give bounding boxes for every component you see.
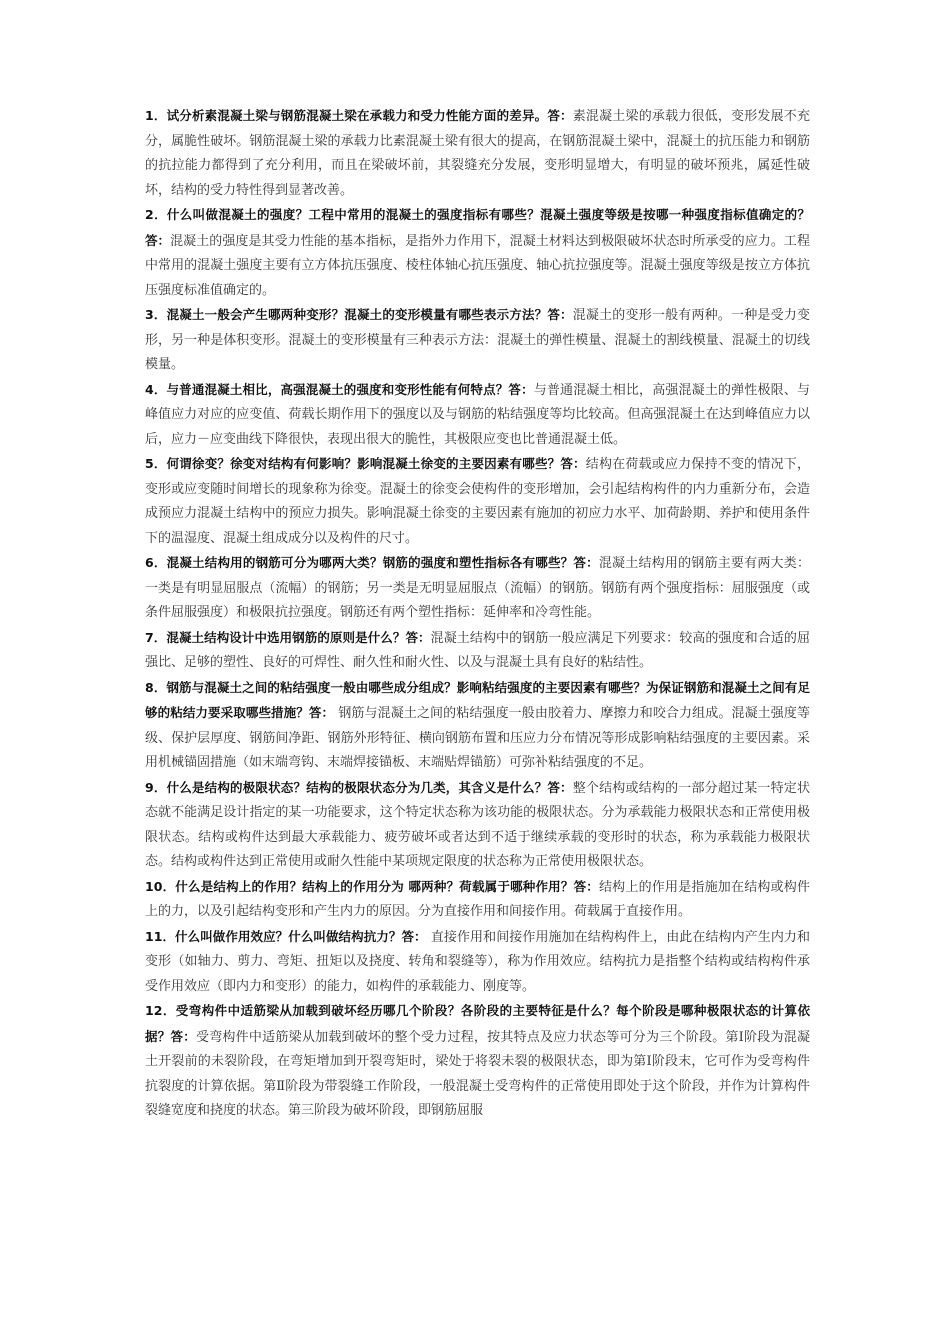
question-text: 9．什么是结构的极限状态？结构的极限状态分为几类，其含义是什么？答： bbox=[145, 779, 573, 795]
answer-text: 直接作用和间接作用施加在结构构件上，由此在结构内产生内力和变形（如轴力、剪力、弯矩、扭矩以及挠度、转角和裂缝等），称为作用效应。结构抗力是指整个结构或结构构件承受作用效应（即内力和变形）的能力，如构件的承载能力、刚度等。 bbox=[145, 929, 810, 994]
question-text: 1．试分析素混凝土梁与钢筋混凝土梁在承载力和受力性能方面的差异。答： bbox=[145, 108, 573, 123]
question-text: 8．钢筋与混凝土之间的粘结强度一般由哪些成分组成？影响粘结强度的主要因素有哪些？为保证钢筋和混凝土之间有足够的粘结力要采取哪些措施？答： bbox=[145, 679, 810, 720]
answer-text: 与普通混凝土相比，高强混凝土的弹性极限、与峰值应力对应的应变值、荷载长期作用下的强度以及与钢筋的粘结强度等均比较高。但高强混凝土在达到峰值应力以后，应力－应变曲线下降很快，表现出很大的脆性，其极限应变也比普通混凝土低。 bbox=[145, 382, 810, 447]
qa-item-11 bbox=[145, 925, 810, 1000]
question-text: 11．什么叫做作用效应？什么叫做结构抗力？答： bbox=[145, 928, 427, 944]
qa-item-2 bbox=[145, 203, 810, 303]
qa-item-3 bbox=[145, 303, 810, 378]
qa-item-5 bbox=[145, 452, 810, 551]
question-text: 2．什么叫做混凝土的强度？工程中常用的混凝土的强度指标有哪些？混凝土强度等级是按哪一种强度指标值确定的？答： bbox=[145, 207, 810, 248]
qa-item-7 bbox=[145, 626, 810, 676]
question-text: 7．混凝土结构设计中选用钢筋的原则是什么？答： bbox=[145, 629, 431, 645]
answer-text: 混凝土结构中的钢筋一般应满足下列要求：较高的强度和合适的屈强比、足够的塑性、良好的可焊性、耐久性和耐火性、以及与混凝土具有良好的粘结性。 bbox=[145, 630, 810, 670]
answer-text: 混凝土的强度是其受力性能的基本指标，是指外力作用下，混凝土材料达到极限破坏状态时所承受的应力。工程中常用的混凝土强度主要有立方体抗压强度、棱柱体轴心抗压强度、轴心抗拉强度等。混凝土强度等级是按立方体抗压强度标准值确定的。 bbox=[145, 233, 810, 298]
answer-text: 结构在荷载或应力保持不变的情况下，变形或应变随时间增长的现象称为徐变。混凝土的徐变会使构件的变形增加，会引起结构构件的内力重新分布，会造成预应力混凝土结构中的预应力损失。影响混凝土徐变的主要因素有施加的初应力水平、加荷龄期、养护和使用条件下的温湿度、混凝土组成成分以及构件的尺寸。 bbox=[145, 457, 810, 546]
qa-item-8 bbox=[145, 676, 810, 776]
answer-text: 结构上的作用是指施加在结构或构件上的力，以及引起结构变形和产生内力的原因。分为直接作用和间接作用。荷载属于直接作用。 bbox=[145, 879, 810, 919]
answer-text: 混凝土结构用的钢筋主要有两大类：一类是有明显屈服点（流幅）的钢筋；另一类是无明显屈服点（流幅）的钢筋。钢筋有两个强度指标：屈服强度（或条件屈服强度）和极限抗拉强度。钢筋还有两个塑性指标：延伸率和冷弯性能。 bbox=[145, 556, 810, 620]
document-page bbox=[145, 104, 810, 1124]
question-text: 4．与普通混凝土相比，高强混凝土的强度和变形性能有何特点？答： bbox=[145, 381, 534, 397]
qa-item-10 bbox=[145, 875, 810, 925]
qa-item-1 bbox=[145, 104, 810, 203]
answer-text: 混凝土的变形一般有两种。一种是受力变形，另一种是体积变形。混凝土的变形模量有三种表示方法：混凝土的弹性模量、混凝土的割线模量、混凝土的切线模量。 bbox=[145, 308, 810, 372]
answer-text: 受弯构件中适筋梁从加载到破坏的整个受力过程，按其特点及应力状态等可分为三个阶段。第Ⅰ阶段为混凝土开裂前的未裂阶段，在弯矩增加到开裂弯矩时，梁处于将裂未裂的极限状态，即为第Ⅰ阶段末，它可作为受弯构件抗裂度的计算依据。第Ⅱ阶段为带裂缝工作阶段，一般混凝土受弯构件的正常使用即处于这个阶段，并作为计算构件裂缝宽度和挠度的状态。第三阶段为破坏阶段，即钢筋屈服 bbox=[145, 1029, 810, 1118]
question-text: 3．混凝土一般会产生哪两种变形？混凝土的变形模量有哪些表示方法？答： bbox=[145, 307, 573, 322]
answer-text: 整个结构或结构的一部分超过某一特定状态就不能满足设计指定的某一功能要求，这个特定状态称为该功能的极限状态。分为承载能力极限状态和正常使用极限状态。结构或构件达到最大承载能力、疲劳破坏或者达到不适于继续承载的变形时的状态，称为承载能力极限状态。结构或构件达到正常使用或耐久性能中某项规定限度的状态称为正常使用极限状态。 bbox=[145, 780, 810, 869]
qa-item-6 bbox=[145, 551, 810, 626]
question-text: 5．何谓徐变？徐变对结构有何影响？影响混凝土徐变的主要因素有哪些？答： bbox=[145, 456, 586, 471]
answer-text: 素混凝土梁的承载力很低，变形发展不充分，属脆性破坏。钢筋混凝土梁的承载力比素混凝土梁有很大的提高，在钢筋混凝土梁中，混凝土的抗压能力和钢筋的抗拉能力都得到了充分利用，而且在梁破坏前，其裂缝充分发展，变形明显增大，有明显的破坏预兆，属延性破坏，结构的受力特性得到显著改善。 bbox=[145, 109, 810, 198]
qa-item-4 bbox=[145, 378, 810, 453]
question-text: 10．什么是结构上的作用？结构上的作用分为 哪两种？荷载属于哪种作用？答： bbox=[145, 878, 599, 894]
qa-item-9 bbox=[145, 776, 810, 875]
answer-text: 钢筋与混凝土之间的粘结强度一般由胶着力、摩擦力和咬合力组成。混凝土强度等级、保护层厚度、钢筋间净距、钢筋外形特征、横向钢筋布置和压应力分布情况等形成影响粘结强度的主要因素。采用机械锚固措施（如末端弯钩、末端焊接锚板、末端贴焊锚筋）可弥补粘结强度的不足。 bbox=[145, 706, 810, 770]
question-text: 12．受弯构件中适筋梁从加载到破坏经历哪几个阶段？各阶段的主要特征是什么？每个阶段是哪种极限状态的计算依据？答： bbox=[145, 1003, 810, 1044]
question-text: 6．混凝土结构用的钢筋可分为哪两大类？钢筋的强度和塑性指标各有哪些？答： bbox=[145, 555, 599, 570]
qa-item-12 bbox=[145, 999, 810, 1124]
